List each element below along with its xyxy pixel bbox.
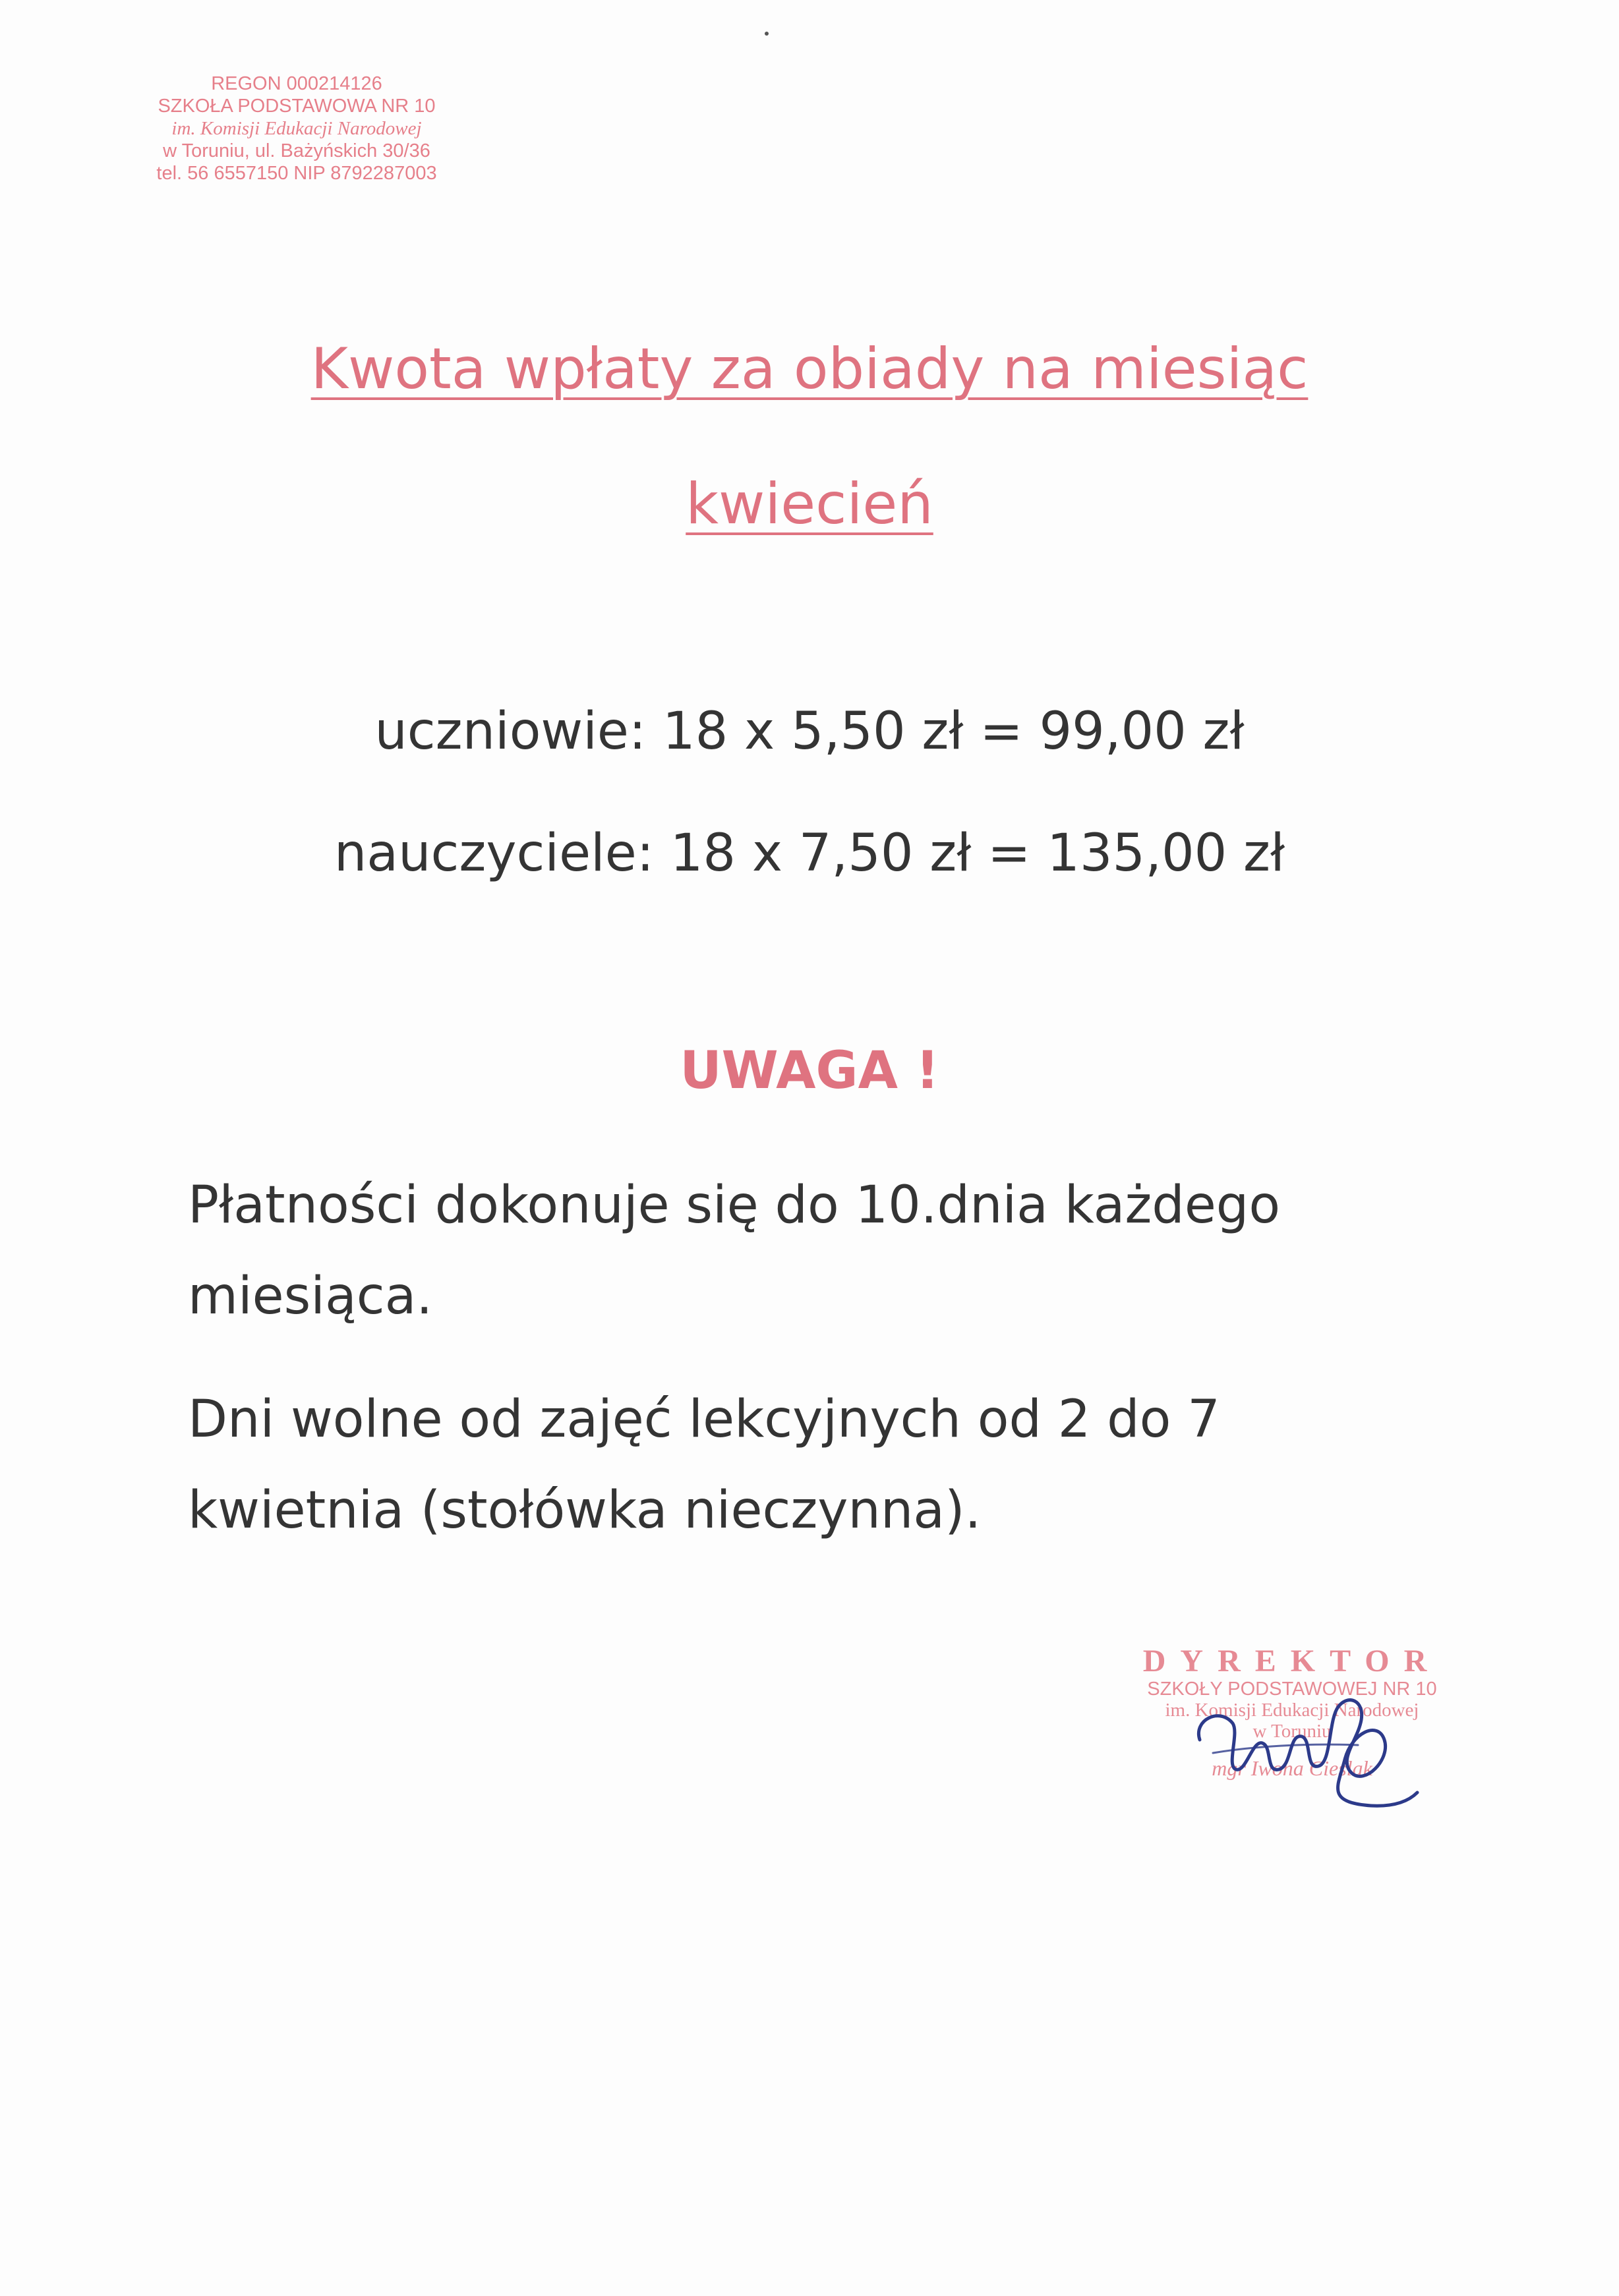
director-stamp-school: SZKOŁY PODSTAWOWEJ NR 10	[1147, 1679, 1437, 1700]
page-title-line-2: kwiecień	[686, 471, 933, 537]
stamp-contact: tel. 56 6557150 NIP 8792287003	[156, 163, 437, 184]
stamp-patron: im. Komisji Edukacji Narodowej	[171, 118, 422, 139]
stamp-address: w Toruniu, ul. Bażyńskich 30/36	[163, 140, 430, 161]
notice-heading: UWAGA !	[680, 1041, 939, 1101]
students-price: uczniowie: 18 x 5,50 zł = 99,00 zł	[374, 702, 1245, 761]
handwritten-signature	[1173, 1661, 1437, 1819]
days-off-text: Dni wolne od zajęć lekcyjnych od 2 do 7 kwietnia (stołówka nieczynna).	[188, 1390, 1220, 1540]
page-title-line-1: Kwota wpłaty za obiady na miesiąc	[310, 336, 1309, 402]
school-stamp	[112, 72, 481, 185]
director-stamp-city: w Toruniu	[1252, 1721, 1332, 1742]
director-stamp-title: DYREKTOR	[1142, 1644, 1442, 1679]
director-stamp-patron: im. Komisji Edukacji Narodowej	[1165, 1700, 1419, 1721]
director-name: mgr Iwona Cieślak	[1212, 1756, 1372, 1780]
stamp-regon: REGON 000214126	[211, 73, 382, 94]
stamp-school-name: SZKOŁA PODSTAWOWA NR 10	[158, 96, 436, 117]
payment-deadline-text: Płatności dokonuje się do 10.dnia każdego miesiąca.	[188, 1176, 1281, 1326]
scan-speck	[765, 32, 769, 36]
teachers-price: nauczyciele: 18 x 7,50 zł = 135,00 zł	[334, 824, 1285, 883]
